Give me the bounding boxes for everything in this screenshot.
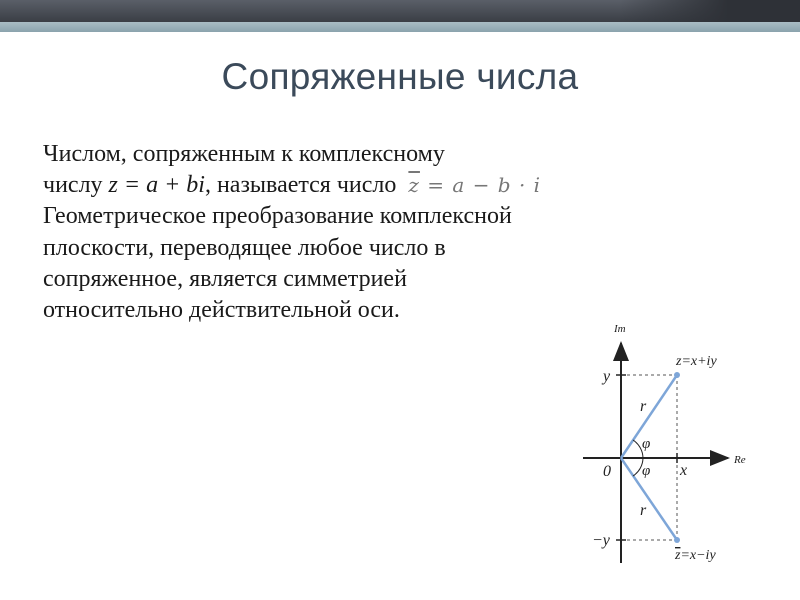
- zbar-point-label: [674, 548, 716, 563]
- paragraph-line-5: сопряженное, является симметрией: [43, 265, 407, 292]
- paragraph-line-6: относительно действительной оси.: [43, 297, 400, 324]
- slide-title: Сопряженные числа: [221, 56, 579, 97]
- point-z-conjugate: [674, 537, 680, 543]
- line-2-prefix: числу: [43, 172, 103, 199]
- r-lower-label: r: [640, 502, 647, 519]
- point-z: [674, 372, 680, 378]
- x-label: x: [680, 462, 688, 479]
- header-accent-stripe: [0, 22, 800, 32]
- re-label: Re: [734, 454, 746, 466]
- im-label: Im: [614, 323, 626, 335]
- paragraph-line-2: [43, 170, 763, 201]
- zbar-rest: =x−iy: [680, 548, 716, 563]
- neg-y-label: −y: [592, 532, 610, 549]
- header-corner-shade: [620, 0, 800, 22]
- origin-label: 0: [603, 463, 611, 480]
- definition-paragraph: [43, 139, 763, 326]
- conjugate-formula-rest: = a − b · i: [419, 173, 542, 198]
- y-label: y: [603, 368, 611, 385]
- zbar-z: z: [675, 548, 681, 563]
- paragraph-line-1: Числом, сопряженным к комплексному: [43, 141, 445, 167]
- paragraph-line-4: плоскости, переводящее любое число в: [43, 234, 446, 261]
- line-2-suffix: , называется число: [204, 172, 397, 199]
- paragraph-line-3: Геометрическое преобразование комплексной: [43, 203, 512, 230]
- r-upper-label: r: [640, 398, 647, 415]
- complex-number-math: z = a + bi: [108, 172, 205, 199]
- phi-upper-label: φ: [642, 436, 651, 452]
- conjugate-z: $\overline{z}$: [408, 173, 420, 198]
- complex-plane-diagram: [578, 318, 758, 568]
- z-point-label: z=x+iy: [676, 354, 717, 369]
- phi-lower-label: φ: [642, 463, 651, 479]
- conjugate-formula: [408, 170, 541, 201]
